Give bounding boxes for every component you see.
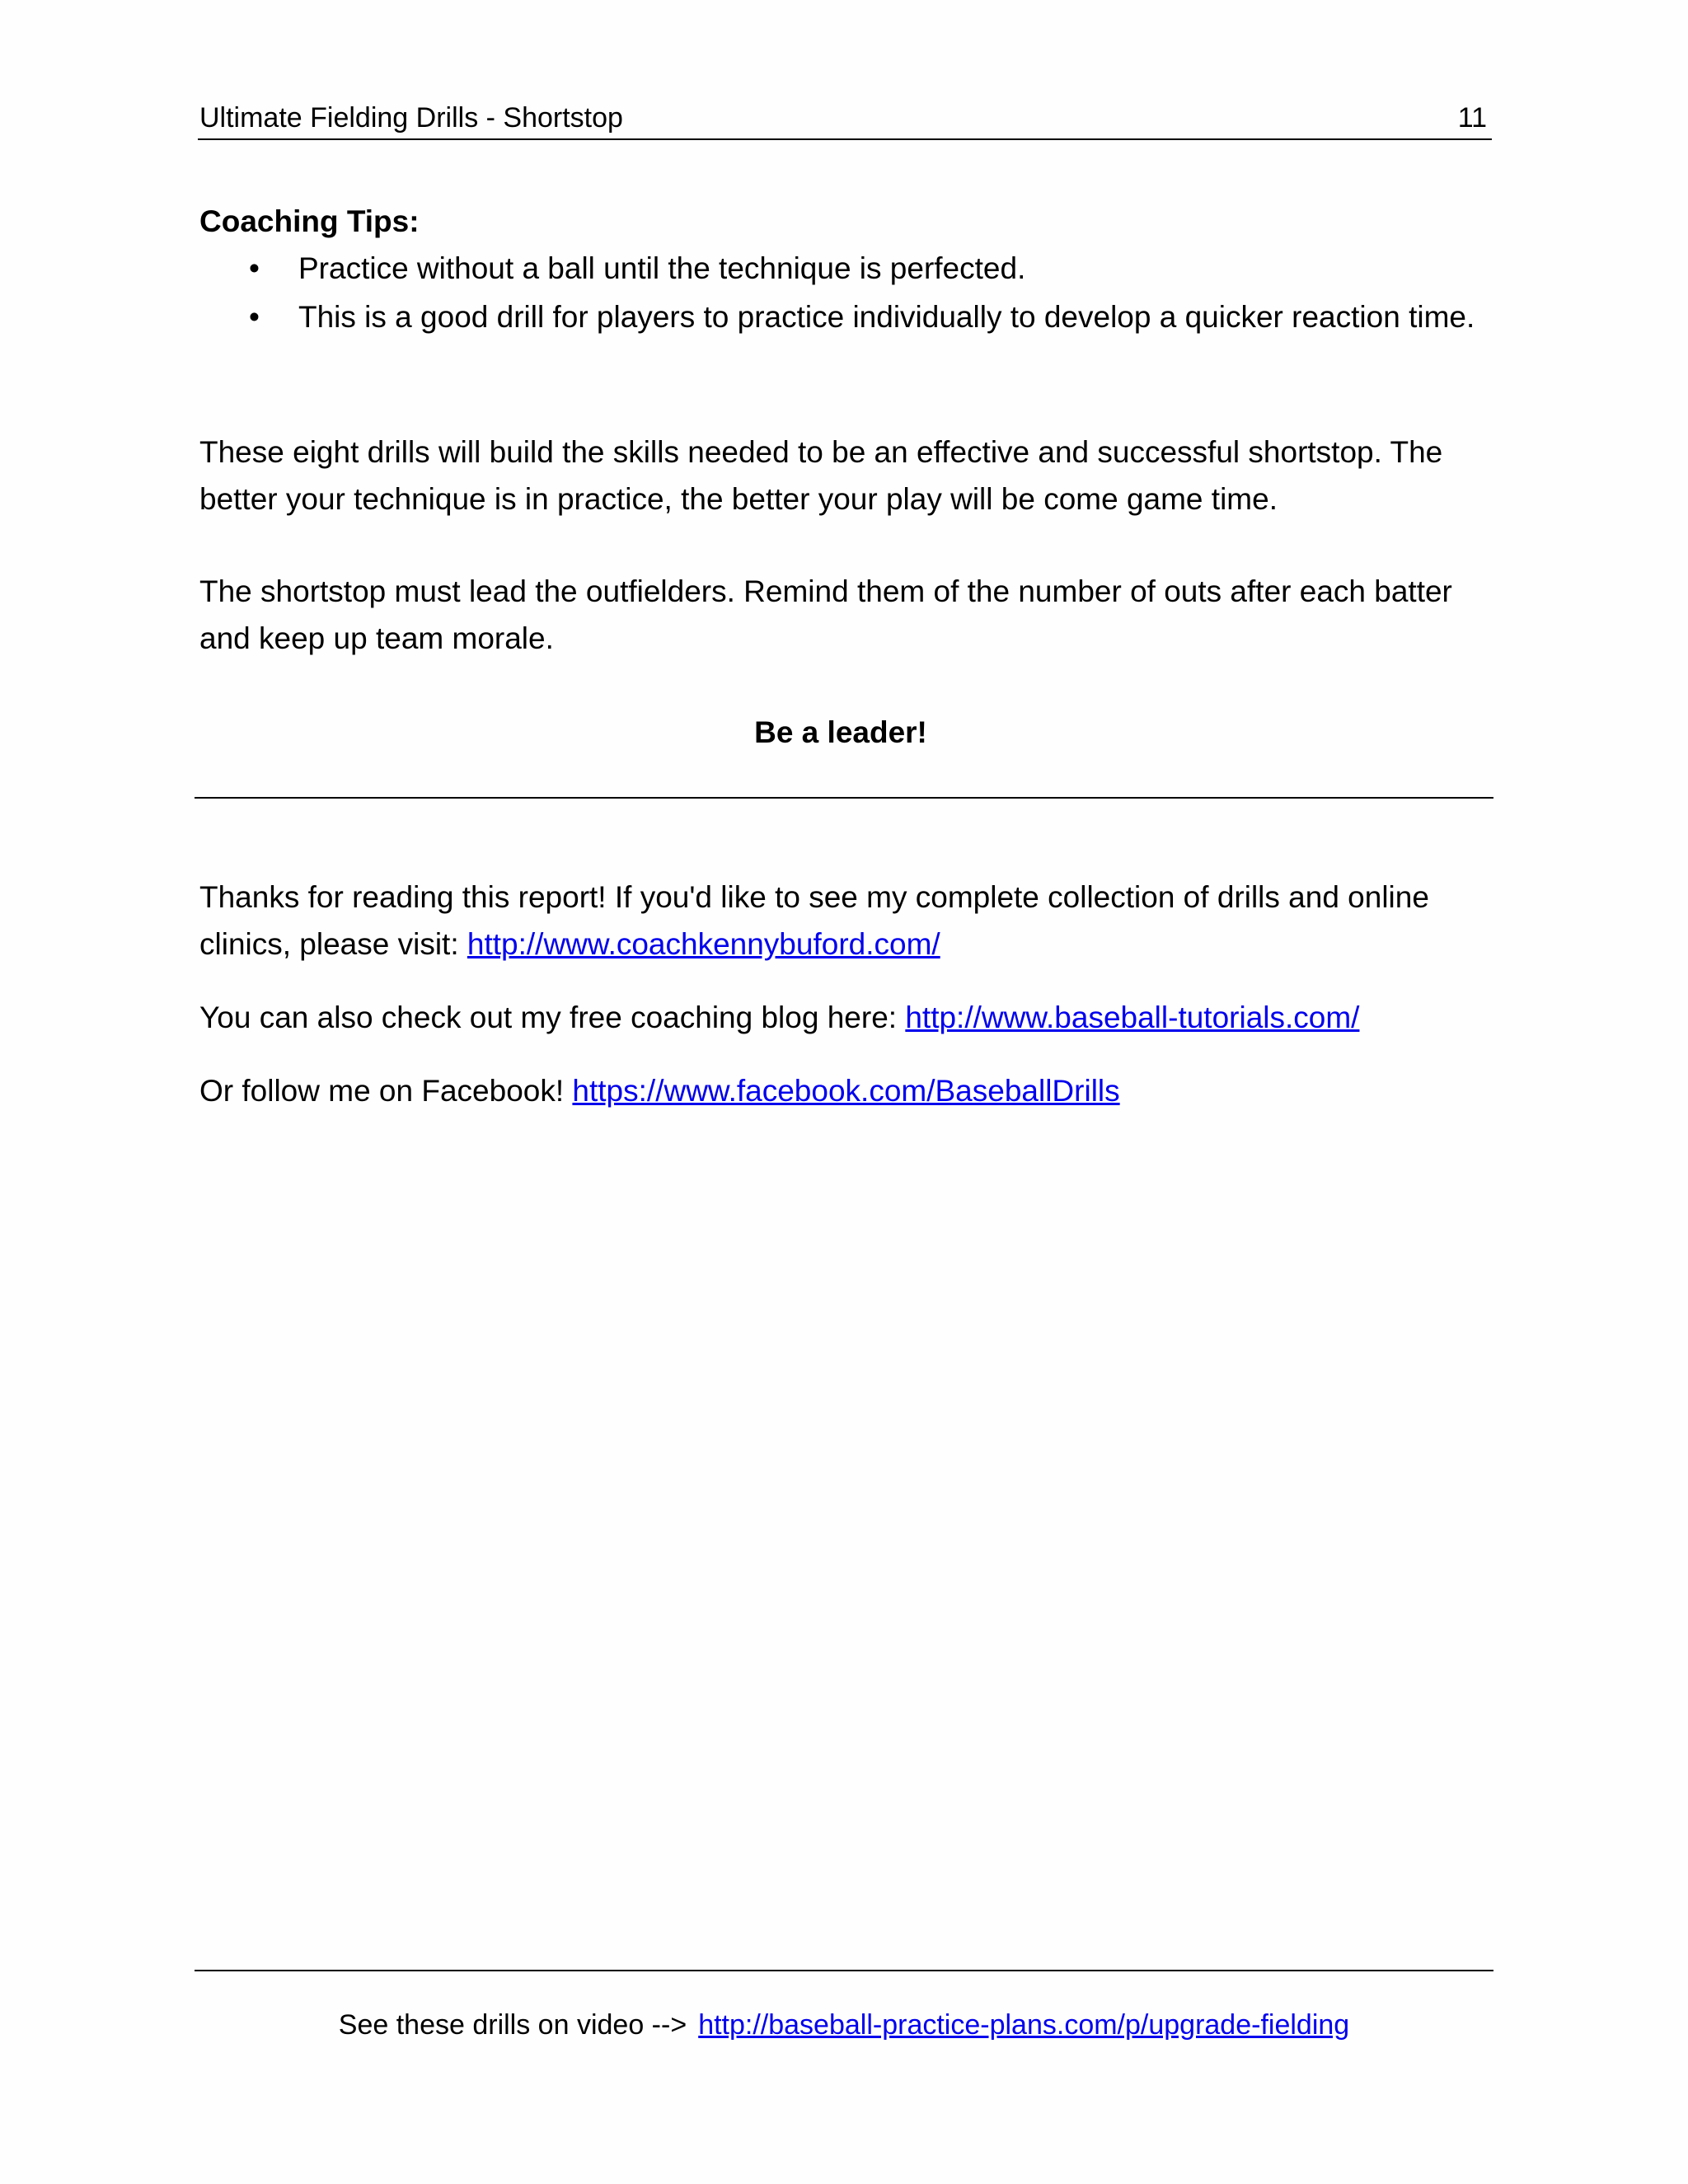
blog-text: You can also check out my free coaching blog here: — [199, 1001, 906, 1034]
video-link[interactable]: http://baseball-practice-plans.com/p/upgrade-fielding — [698, 2009, 1350, 2041]
page-header — [198, 97, 1492, 140]
leadership-paragraph: The shortstop must lead the outfielders. Remind them of the number of outs after each batter and keep up team morale. — [199, 574, 1452, 655]
blog-paragraph — [199, 994, 1490, 1041]
summary-paragraph: These eight drills will build the skills needed to be an effective and successful shortstop. The better your technique is in practice, the better your play will be come game time. — [199, 435, 1443, 516]
thanks-section — [199, 874, 1490, 1114]
thanks-text: Thanks for reading this report! If you'd like to see my complete collection of drills and online clinics, please visit: — [199, 880, 1429, 961]
page-footer — [195, 2004, 1493, 2046]
footer-text: See these drills on video --> — [338, 2009, 687, 2041]
list-item — [199, 245, 1490, 293]
page-number: 11 — [1457, 102, 1487, 134]
blog-link[interactable]: http://www.baseball-tutorials.com/ — [905, 1001, 1360, 1034]
section-divider — [195, 797, 1493, 799]
facebook-link[interactable]: https://www.facebook.com/BaseballDrills — [572, 1074, 1120, 1108]
coaching-tips-list — [199, 245, 1490, 342]
facebook-text: Or follow me on Facebook! — [199, 1074, 573, 1108]
bullet-icon: • — [249, 300, 260, 334]
bullet-icon: • — [249, 251, 260, 285]
header-title: Ultimate Fielding Drills - Shortstop — [199, 102, 623, 134]
be-a-leader-callout: Be a leader! — [754, 715, 927, 749]
thanks-paragraph — [199, 874, 1490, 968]
tip-text: Practice without a ball until the technique is perfected. — [298, 251, 1026, 285]
list-item — [199, 293, 1490, 342]
coaching-tips-heading: Coaching Tips: — [199, 204, 420, 238]
facebook-paragraph — [199, 1067, 1490, 1114]
coach-website-link[interactable]: http://www.coachkennybuford.com/ — [467, 927, 940, 961]
footer-divider — [195, 1970, 1493, 1971]
main-content — [199, 198, 1490, 756]
tip-text: This is a good drill for players to practice individually to develop a quicker reaction time. — [298, 300, 1475, 334]
